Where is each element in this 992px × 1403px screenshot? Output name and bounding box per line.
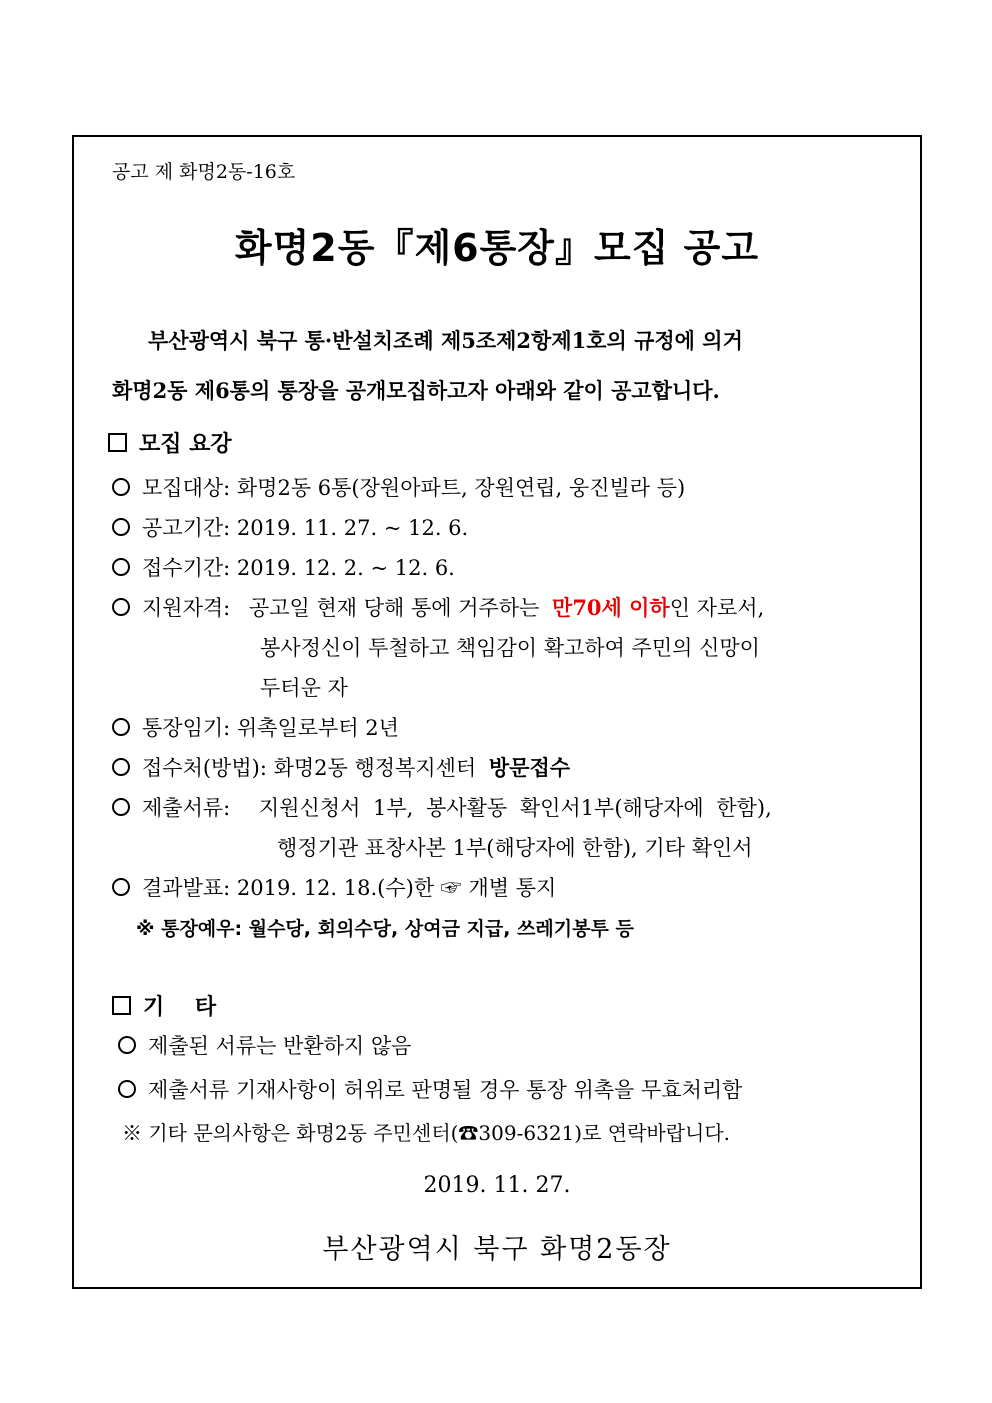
list-item-result bbox=[112, 872, 556, 902]
section-heading-other bbox=[112, 990, 216, 1021]
qualification-line-2: 봉사정신이 투철하고 책임감이 확고하여 주민의 신망이 bbox=[260, 636, 760, 660]
other-item-2-text: 제출서류 기재사항이 허위로 판명될 경우 통장 위촉을 무효처리함 bbox=[148, 1078, 743, 1102]
qualification-pre: 공고일 현재 당해 통에 거주하는 bbox=[248, 596, 540, 620]
documents-line-2: 행정기관 표창사본 1부(해당자에 한함), 기타 확인서 bbox=[277, 836, 753, 860]
circle-bullet-icon bbox=[112, 878, 130, 896]
circle-bullet-icon bbox=[118, 1080, 136, 1098]
term-text: 통장임기: 위촉일로부터 2년 bbox=[142, 716, 399, 740]
list-item-qualification bbox=[112, 592, 912, 622]
notice-period-text: 공고기간: 2019. 11. 27. ~ 12. 6. bbox=[142, 516, 469, 540]
benefits-note: ※ 통장예우: 월수당, 회의수당, 상여금 지급, 쓰레기봉투 등 bbox=[136, 918, 634, 940]
circle-bullet-icon bbox=[112, 798, 130, 816]
list-item-notice-period bbox=[112, 512, 468, 542]
target-text: 모집대상: 화명2동 6통(장원아파트, 장원연립, 웅진빌라 등) bbox=[142, 476, 686, 500]
signature: 부산광역시 북구 화명2동장 bbox=[322, 1234, 672, 1265]
documents-line-1: 지원신청서 1부, 봉사활동 확인서1부(해당자에 한함), bbox=[258, 796, 772, 820]
qualification-age-limit: 만70세 이하 bbox=[552, 595, 670, 620]
notice-frame bbox=[72, 135, 922, 1289]
place-method: 방문접수 bbox=[488, 755, 571, 780]
section-heading-label: 기 타 bbox=[143, 995, 217, 1020]
checkbox-square-icon bbox=[108, 433, 127, 452]
circle-bullet-icon bbox=[112, 478, 130, 496]
circle-bullet-icon bbox=[112, 718, 130, 736]
notice-number: 공고 제 화명2동-16호 bbox=[112, 161, 296, 183]
checkbox-square-icon bbox=[112, 996, 131, 1015]
documents-label: 제출서류: bbox=[142, 796, 231, 820]
circle-bullet-icon bbox=[112, 558, 130, 576]
circle-bullet-icon bbox=[112, 758, 130, 776]
list-item-other-2 bbox=[118, 1074, 742, 1104]
circle-bullet-icon bbox=[112, 598, 130, 616]
section-heading-recruitment bbox=[108, 427, 232, 458]
result-text: 결과발표: 2019. 12. 18.(수)한 ☞ 개별 통지 bbox=[142, 876, 557, 900]
notice-date: 2019. 11. 27. bbox=[423, 1173, 571, 1198]
list-item-target bbox=[112, 472, 685, 502]
qualification-label: 지원자격: bbox=[142, 596, 231, 620]
contact-note: ※ 기타 문의사항은 화명2동 주민센터(☎309-6321)로 연락바랍니다. bbox=[122, 1121, 731, 1145]
page-title: 화명2동『제6통장』모집 공고 bbox=[234, 226, 760, 270]
intro-line-1: 부산광역시 북구 통·반설치조례 제5조제2항제1호의 규정에 의거 bbox=[148, 328, 743, 353]
circle-bullet-icon bbox=[112, 518, 130, 536]
circle-bullet-icon bbox=[118, 1036, 136, 1054]
list-item-receipt-period bbox=[112, 552, 455, 582]
list-item-other-1 bbox=[118, 1030, 411, 1060]
list-item-place bbox=[112, 752, 570, 782]
list-item-term bbox=[112, 712, 399, 742]
list-item-documents bbox=[112, 792, 912, 822]
qualification-line-3: 두터운 자 bbox=[260, 676, 348, 700]
section-heading-label: 모집 요강 bbox=[139, 432, 232, 457]
intro-line-2: 화명2동 제6통의 통장을 공개모집하고자 아래와 같이 공고합니다. bbox=[112, 378, 720, 403]
other-item-1-text: 제출된 서류는 반환하지 않음 bbox=[148, 1034, 412, 1058]
qualification-post: 인 자로서, bbox=[669, 596, 765, 620]
place-text: 접수처(방법): 화명2동 행정복지센터 bbox=[142, 756, 477, 780]
receipt-period-text: 접수기간: 2019. 12. 2. ~ 12. 6. bbox=[142, 556, 455, 580]
